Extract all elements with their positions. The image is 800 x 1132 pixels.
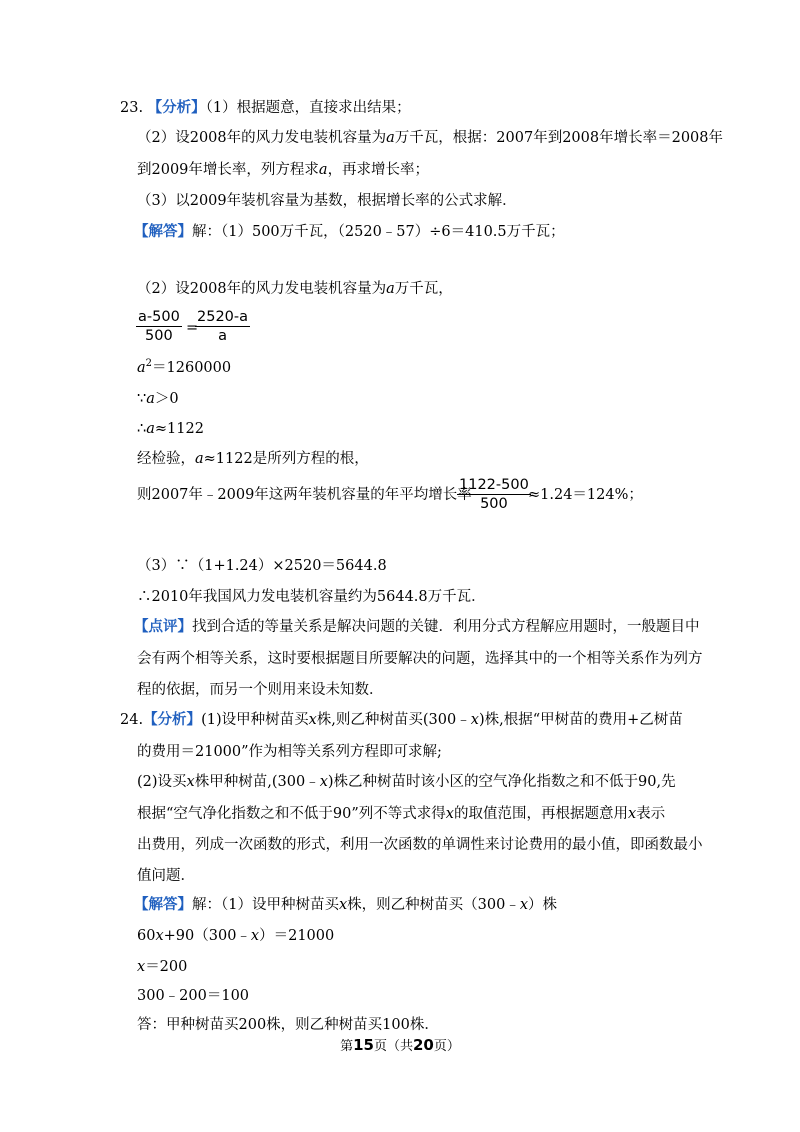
q23-comment-line1: 【点评】找到合适的等量关系是解决问题的关键．利用分式方程解应用题时，一般题目中 [134, 618, 700, 635]
fraction-right: 2520-a a [197, 309, 249, 344]
because-line: ∵a＞0 [137, 391, 179, 407]
q24-final-answer: 答：甲种树苗买200株，则乙种树苗买100株． [137, 1017, 439, 1033]
q23-answer-step3: （3）∵（1+1.24）×2520＝5644.8 [137, 558, 387, 574]
check-line: 经检验，a≈1122是所列方程的根， [137, 451, 369, 467]
q23-answer-line1: 【解答】解：（1）500万千瓦，（2520﹣57）÷6＝410.5万千瓦； [134, 223, 565, 240]
q23-answer-line2: （2）设2008年的风力发电装机容量为a万千瓦， [137, 281, 453, 297]
page-footer: 第15页（共20页） [340, 1036, 460, 1054]
q24-analysis-line1: 24.【分析】(1)设甲种树苗买x株,则乙种树苗买(300﹣x)株,根据“甲树苗的费用+乙树苗 [120, 711, 683, 728]
q24-equation2: x＝200 [137, 959, 188, 975]
q24-analysis-line3: (2)设买x株甲种树苗,(300﹣x)株乙种树苗时该小区的空气净化指数之和不低于90,先 [137, 774, 676, 790]
q23-analysis-line: 23. 【分析】（1）根据题意，直接求出结果； [120, 99, 411, 116]
page-total: 20 [413, 1036, 434, 1054]
q24-equation1: 60x+90（300﹣x）＝21000 [137, 928, 335, 944]
q23-number: 23. [120, 100, 144, 116]
q24-analysis-line5: 出费用，列成一次函数的形式，利用一次函数的单调性来讨论费用的最小值，即函数最小 [137, 837, 703, 853]
therefore-line: ∴a≈1122 [137, 421, 204, 437]
q23-comment-line3: 程的依据，而另一个则用来设未知数． [137, 682, 384, 698]
rate-fraction: 1122-500 500 [459, 477, 529, 512]
q24-equation3: 300﹣200＝100 [137, 988, 250, 1004]
q24-analysis-line2: 的费用＝21000”作为相等关系列方程即可求解; [137, 744, 442, 760]
answer-tag: 【解答】 [134, 223, 192, 240]
q23-analysis-step2: （2）设2008年的风力发电装机容量为a万千瓦，根据：2007年到2008年增长率＝2008年 [137, 130, 723, 146]
q23-analysis-step3: （3）以2009年装机容量为基数，根据增长率的公式求解． [137, 193, 517, 209]
q23-answer-step3-conclusion: ∴2010年我国风力发电装机容量约为5644.8万千瓦． [137, 589, 486, 605]
page-number: 15 [353, 1036, 374, 1054]
q23-comment-line2: 会有两个相等关系，这时要根据题目所要解决的问题，选择其中的一个相等关系作为列方 [137, 651, 703, 667]
q24-analysis-line6: 值问题． [137, 868, 195, 884]
q24-analysis-line4: 根据“空气净化指数之和不低于90”列不等式求得x的取值范围，再根据题意用x表示 [137, 806, 666, 822]
q23-analysis-step2-cont: 到2009年增长率，列方程求a，再求增长率； [137, 162, 430, 178]
comment-tag: 【点评】 [134, 618, 192, 635]
squared-equation: $a^2=1260000$ [137, 358, 232, 376]
q24-answer-line1: 【解答】解：（1）设甲种树苗买x株，则乙种树苗买（300﹣x）株 [134, 896, 558, 913]
rate-result: ≈1.24＝124%； [528, 487, 643, 503]
fraction-equals: = [186, 320, 199, 336]
fraction-left: a-500 500 [138, 309, 180, 344]
q24-number: 24. [120, 712, 144, 728]
rate-line: 则2007年﹣2009年这两年装机容量的年平均增长率 [137, 487, 472, 503]
analysis-tag: 【分析】 [147, 99, 206, 116]
